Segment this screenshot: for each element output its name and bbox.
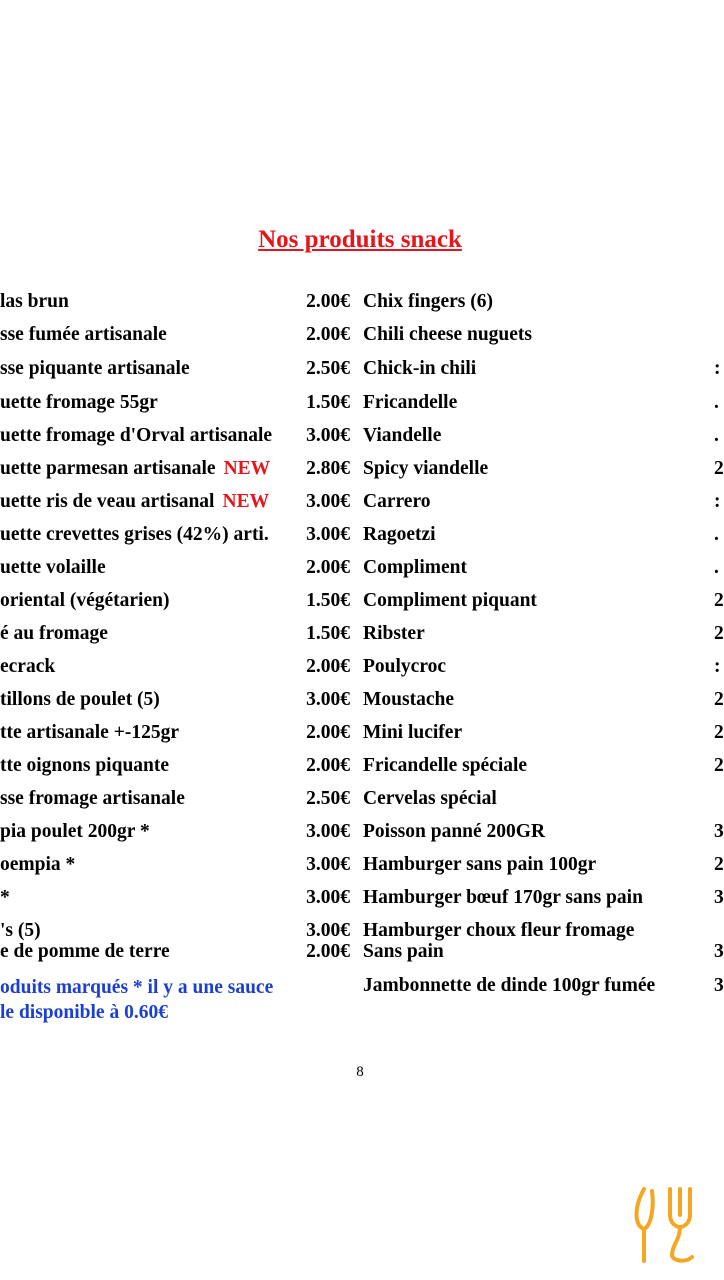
menu-item-name: uette volaille [0,557,106,578]
menu-item-row [0,689,724,717]
menu-item-row [0,821,724,849]
menu-item-row [0,291,720,319]
menu-item-name: Poisson panné 200GR [363,821,546,842]
menu-item-price: 3.00€ [306,887,350,908]
menu-item-name: Chick-in chili [363,358,477,379]
menu-item-name: Fricandelle spéciale [363,755,528,776]
menu-item-name: 's (5) [0,920,41,941]
menu-item-name: Hamburger sans pain 100gr [363,854,597,875]
menu-item-name: Mini lucifer [363,722,463,743]
menu-item-name: Viandelle [363,425,442,446]
menu-item-price: : [714,358,721,379]
menu-item-name: Hamburger bœuf 170gr sans pain [363,887,643,908]
menu-item-name: uette crevettes grises (42%) arti. [0,524,269,545]
menu-item-row [0,491,720,519]
sauce-note-line-1: oduits marqués * il y a une sauce [0,977,274,998]
menu-item-row [0,590,724,618]
menu-item-price: 2.00€ [306,291,350,312]
menu-item-name: Ragoetzi [363,524,436,545]
menu-item-price: 2.00€ [306,324,350,345]
menu-item-price: 2.50€ [306,788,350,809]
menu-item-price: 1.50€ [306,392,350,413]
menu-item-name: sse fromage artisanale [0,788,185,809]
menu-item-name: Spicy viandelle [363,458,489,479]
menu-item-price: 3.00€ [306,854,350,875]
menu-item-name: Poulycroc [363,656,447,677]
menu-item-price: 2 [714,755,724,776]
menu-item-price: : [714,656,721,677]
menu-item-name: Hamburger choux fleur fromage [363,920,635,941]
menu-item-price: 2 [714,722,724,743]
menu-item-name: tillons de poulet (5) [0,689,160,710]
menu-item-name: ecrack [0,656,56,677]
menu-item-price: 3 [714,821,724,842]
menu-item-price: 3.00€ [306,821,350,842]
menu-item-name: tte oignons piquante [0,755,170,776]
menu-item-name: * [0,887,10,908]
menu-item-name: oempia * [0,854,76,875]
menu-item-row [0,392,720,420]
menu-item-price: 1.50€ [306,623,350,644]
menu-item-price: 3 [714,941,724,962]
menu-item-name: sse piquante artisanale [0,358,190,379]
menu-item-price: . [714,557,719,578]
menu-item-name: é au fromage [0,623,108,644]
menu-item-row [0,941,724,969]
menu-item-row [0,425,720,453]
fork-knife-logo-icon [630,1185,700,1265]
menu-item-name: pia poulet 200gr * [0,821,150,842]
menu-item-price: 1.50€ [306,590,350,611]
menu-item-row [0,722,724,750]
menu-item-price: 2 [714,590,724,611]
menu-item-row [0,524,720,552]
menu-item-price: : [714,491,721,512]
menu-item-price: 2 [714,854,724,875]
menu-item-price: 2.00€ [306,557,350,578]
page-title: Nos produits snack [258,226,462,253]
menu-item-name: Compliment piquant [363,590,537,611]
menu-item-row [0,458,724,486]
menu-item-name: Cervelas spécial [363,788,497,809]
menu-item-name: e de pomme de terre [0,941,170,962]
menu-item-price: . [714,425,719,446]
page-number: 8 [356,1064,364,1080]
sauce-note-line-2: le disponible à 0.60€ [0,1002,168,1023]
menu-item-row [0,358,720,386]
menu-item-name: uette fromage 55gr [0,392,158,413]
menu-item-row [0,788,720,816]
menu-item-name: uette ris de veau artisanal NEW [0,491,270,512]
menu-item-price: 2 [714,623,724,644]
menu-item-name: uette parmesan artisanale NEW [0,458,271,479]
menu-item-row [0,623,724,651]
menu-item-name: Compliment [363,557,467,578]
menu-item-price: . [714,524,719,545]
menu-item-name: Sans pain [363,941,444,962]
menu-item-price: 2.00€ [306,941,350,962]
menu-item-price: 3.00€ [306,425,350,446]
menu-item-price: 2.00€ [306,755,350,776]
menu-item-price: 2 [714,689,724,710]
menu-item-row [0,975,724,1003]
menu-item-name: uette fromage d'Orval artisanale [0,425,273,446]
new-badge: NEW [222,491,270,512]
menu-item-name: Carrero [363,491,431,512]
menu-item-name: oriental (végétarien) [0,590,170,611]
menu-item-name: sse fumée artisanale [0,324,167,345]
menu-item-row [0,324,720,352]
menu-item-name: tte artisanale +-125gr [0,722,179,743]
menu-item-price: 2.00€ [306,656,350,677]
menu-item-row [0,557,720,585]
menu-item-name: Chili cheese nuguets [363,324,533,345]
menu-item-row [0,887,724,915]
menu-item-price: 3 [714,887,724,908]
menu-item-price: 3 [714,975,724,996]
new-badge: NEW [223,458,271,479]
menu-item-price: 2.80€ [306,458,350,479]
menu-item-price: 2.00€ [306,722,350,743]
menu-item-name: Ribster [363,623,425,644]
menu-item-price: 3.00€ [306,491,350,512]
menu-item-price: 3.00€ [306,524,350,545]
menu-item-name: Jambonnette de dinde 100gr fumée [363,975,656,996]
menu-item-name: Fricandelle [363,392,458,413]
menu-item-price: 2 [714,458,724,479]
menu-item-name: las brun [0,291,69,312]
menu-item-name: Chix fingers (6) [363,291,493,312]
menu-item-row [0,656,720,684]
menu-item-price: . [714,392,719,413]
menu-item-row [0,854,724,882]
menu-item-price: 3.00€ [306,689,350,710]
menu-item-price: 3.00€ [306,920,350,941]
menu-item-price: 2.50€ [306,358,350,379]
menu-item-name: Moustache [363,689,454,710]
menu-item-row [0,755,724,783]
